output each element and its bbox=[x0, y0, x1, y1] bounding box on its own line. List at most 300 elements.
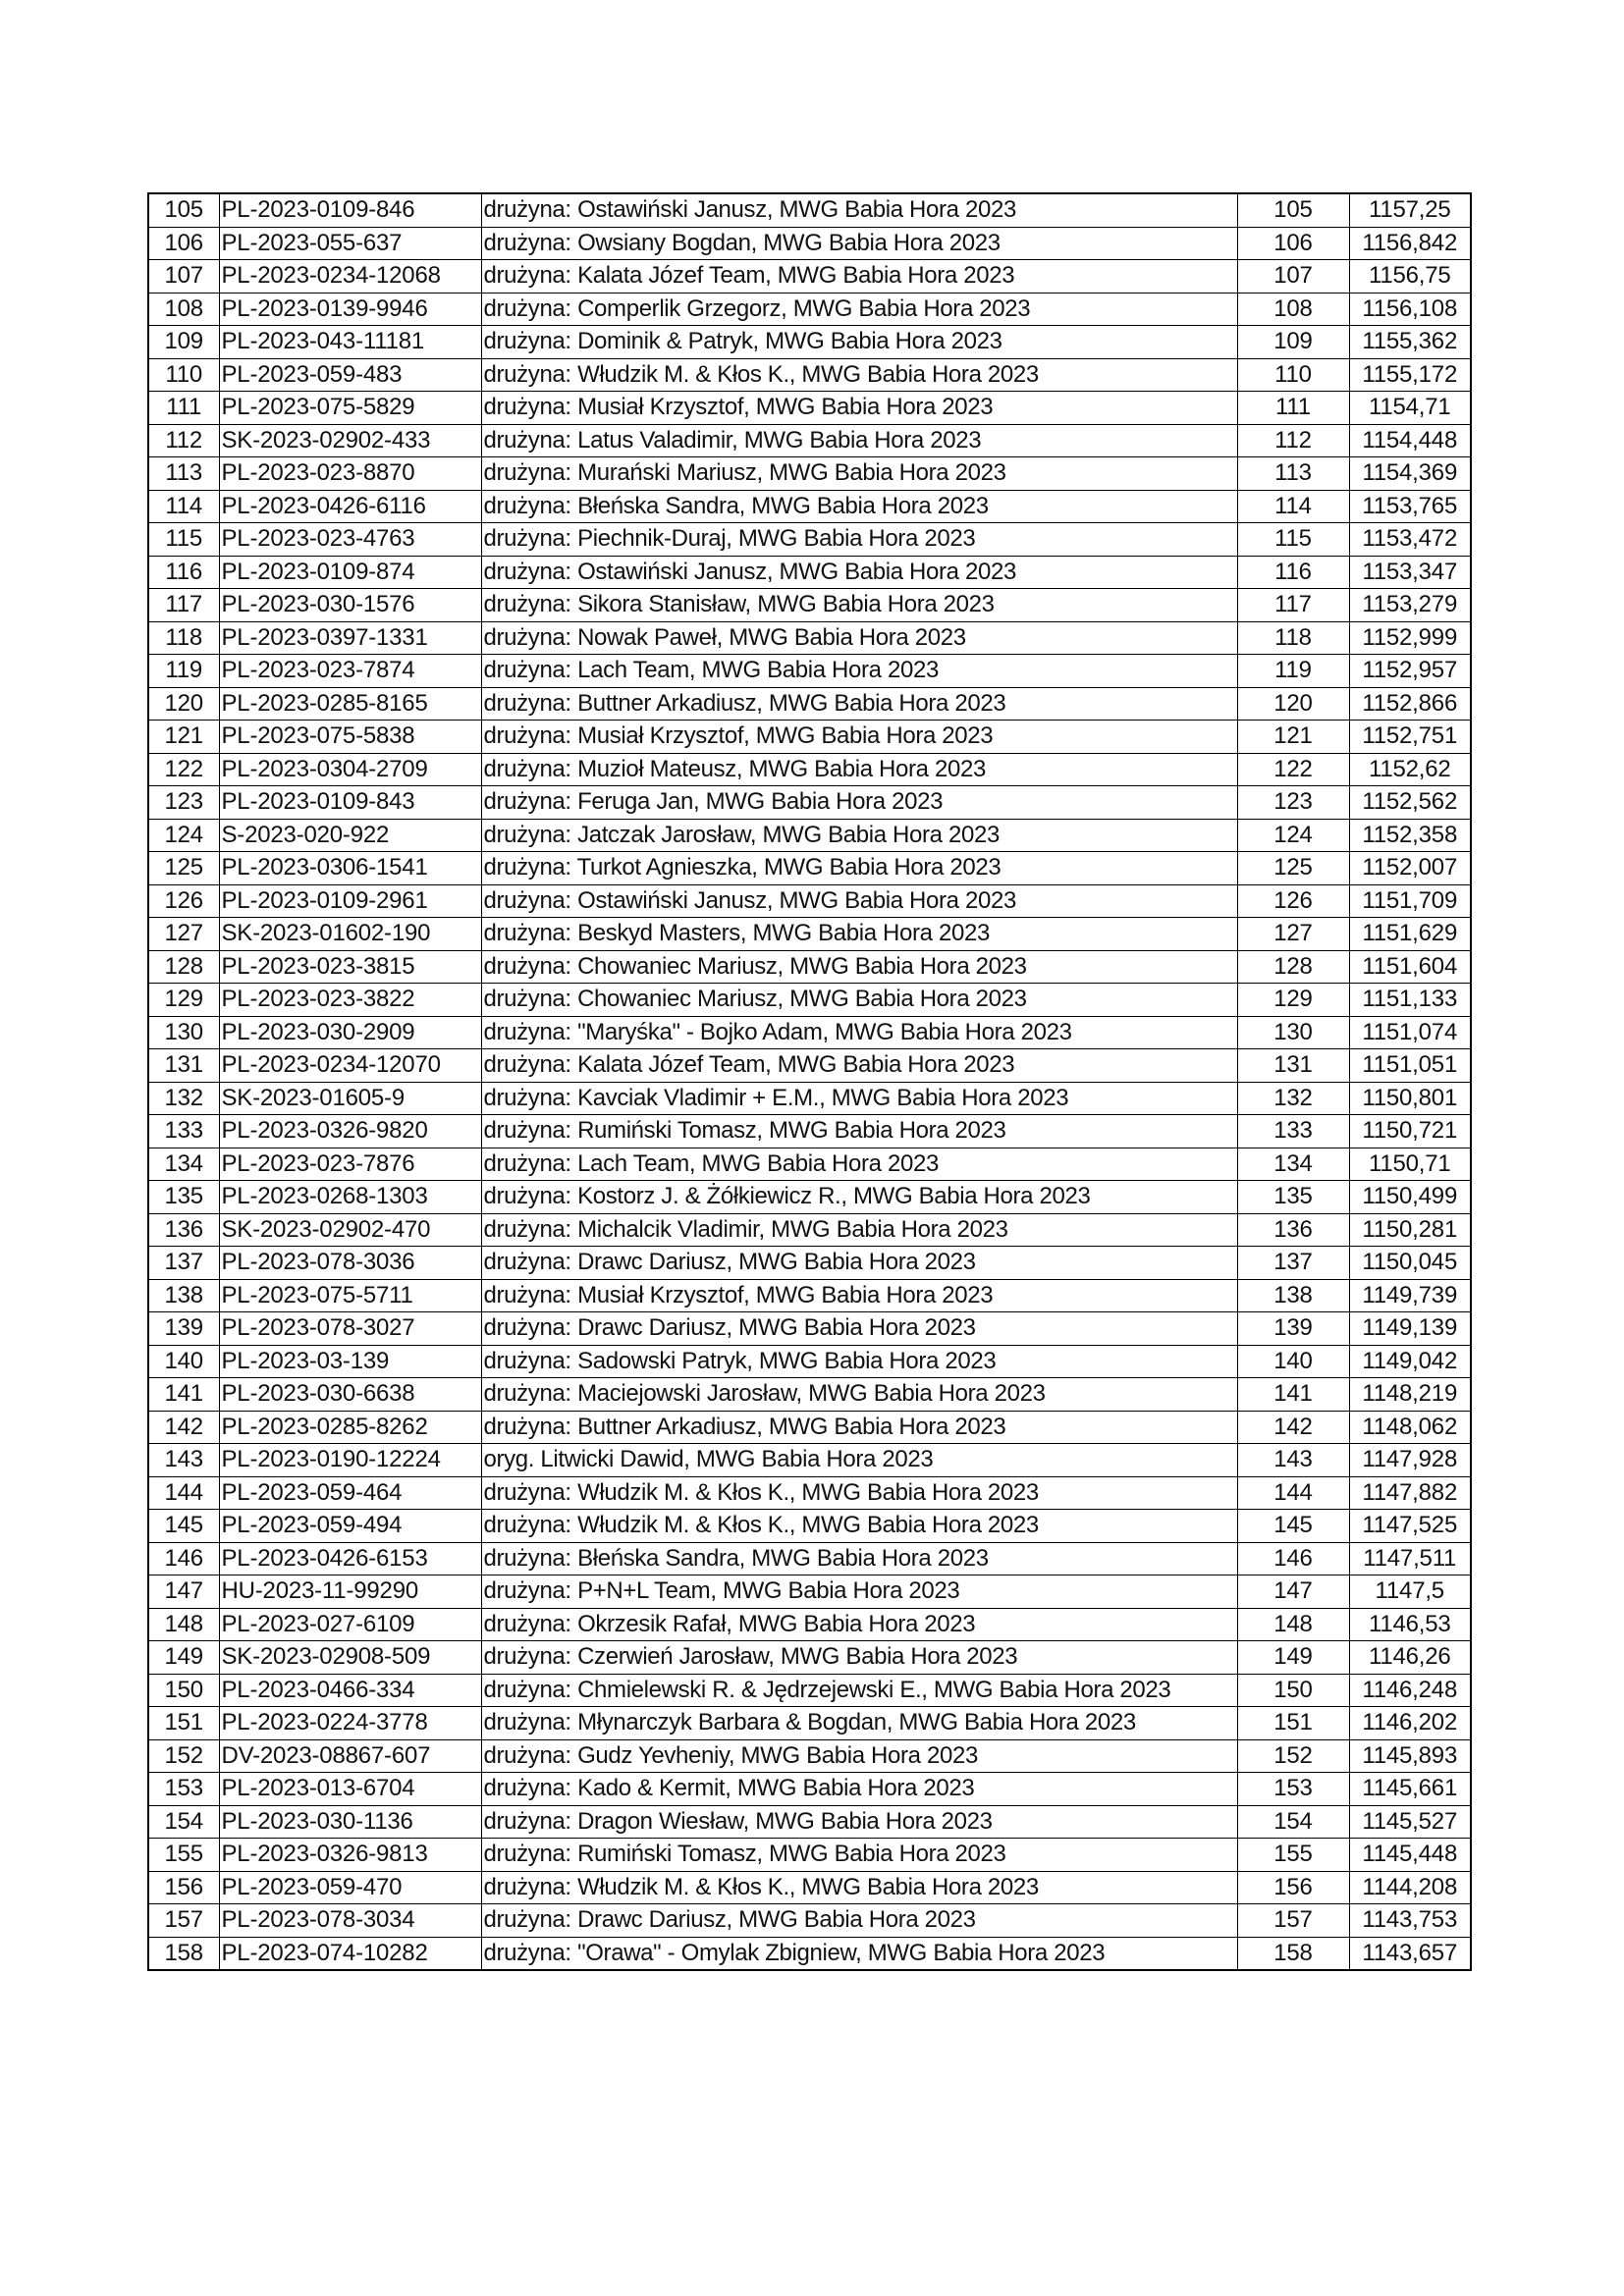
table-row bbox=[148, 884, 1471, 918]
place-repeat-cell: 136 bbox=[1237, 1213, 1349, 1247]
place-cell: 111 bbox=[148, 392, 219, 425]
place-repeat-cell: 113 bbox=[1237, 457, 1349, 491]
table-row bbox=[148, 655, 1471, 688]
score-cell: 1150,281 bbox=[1349, 1213, 1471, 1247]
place-cell: 153 bbox=[148, 1773, 219, 1806]
place-repeat-cell: 137 bbox=[1237, 1247, 1349, 1280]
team-name-cell: drużyna: Sikora Stanisław, MWG Babia Hora 2023 bbox=[481, 589, 1237, 622]
score-cell: 1150,801 bbox=[1349, 1082, 1471, 1115]
table-row bbox=[148, 1378, 1471, 1412]
place-repeat-cell: 107 bbox=[1237, 260, 1349, 294]
team-name-cell: drużyna: Lach Team, MWG Babia Hora 2023 bbox=[481, 1148, 1237, 1181]
place-cell: 106 bbox=[148, 227, 219, 260]
score-cell: 1145,527 bbox=[1349, 1805, 1471, 1839]
place-cell: 136 bbox=[148, 1213, 219, 1247]
team-name-cell: drużyna: Feruga Jan, MWG Babia Hora 2023 bbox=[481, 786, 1237, 820]
table-row bbox=[148, 1510, 1471, 1543]
place-cell: 152 bbox=[148, 1739, 219, 1773]
score-cell: 1145,893 bbox=[1349, 1739, 1471, 1773]
place-cell: 143 bbox=[148, 1444, 219, 1477]
place-repeat-cell: 127 bbox=[1237, 918, 1349, 951]
place-cell: 133 bbox=[148, 1115, 219, 1148]
ring-number-cell: PL-2023-0234-12068 bbox=[219, 260, 481, 294]
place-repeat-cell: 140 bbox=[1237, 1345, 1349, 1378]
place-cell: 139 bbox=[148, 1312, 219, 1346]
ring-number-cell: PL-2023-023-8870 bbox=[219, 457, 481, 491]
table-row bbox=[148, 1542, 1471, 1575]
place-repeat-cell: 155 bbox=[1237, 1839, 1349, 1872]
ring-number-cell: SK-2023-01605-9 bbox=[219, 1082, 481, 1115]
table-row bbox=[148, 227, 1471, 260]
place-repeat-cell: 154 bbox=[1237, 1805, 1349, 1839]
team-name-cell: drużyna: Owsiany Bogdan, MWG Babia Hora 2023 bbox=[481, 227, 1237, 260]
place-repeat-cell: 141 bbox=[1237, 1378, 1349, 1412]
score-cell: 1153,472 bbox=[1349, 523, 1471, 557]
team-name-cell: drużyna: Piechnik-Duraj, MWG Babia Hora 2023 bbox=[481, 523, 1237, 557]
table-row bbox=[148, 1739, 1471, 1773]
team-name-cell: drużyna: Chmielewski R. & Jędrzejewski E., MWG Babia Hora 2023 bbox=[481, 1674, 1237, 1707]
score-cell: 1148,062 bbox=[1349, 1411, 1471, 1444]
score-cell: 1151,629 bbox=[1349, 918, 1471, 951]
ring-number-cell: PL-2023-027-6109 bbox=[219, 1608, 481, 1641]
place-cell: 113 bbox=[148, 457, 219, 491]
place-cell: 119 bbox=[148, 655, 219, 688]
score-cell: 1152,957 bbox=[1349, 655, 1471, 688]
place-cell: 150 bbox=[148, 1674, 219, 1707]
table-row bbox=[148, 621, 1471, 655]
place-cell: 144 bbox=[148, 1476, 219, 1510]
score-cell: 1151,051 bbox=[1349, 1049, 1471, 1083]
table-row bbox=[148, 1773, 1471, 1806]
score-cell: 1150,499 bbox=[1349, 1181, 1471, 1214]
table-row bbox=[148, 523, 1471, 557]
table-row bbox=[148, 1279, 1471, 1312]
ring-number-cell: PL-2023-030-6638 bbox=[219, 1378, 481, 1412]
score-cell: 1153,279 bbox=[1349, 589, 1471, 622]
team-name-cell: drużyna: Włudzik M. & Kłos K., MWG Babia Hora 2023 bbox=[481, 1510, 1237, 1543]
ring-number-cell: PL-2023-013-6704 bbox=[219, 1773, 481, 1806]
ring-number-cell: PL-2023-023-3822 bbox=[219, 984, 481, 1017]
place-cell: 109 bbox=[148, 326, 219, 359]
ring-number-cell: PL-2023-074-10282 bbox=[219, 1937, 481, 1970]
score-cell: 1155,362 bbox=[1349, 326, 1471, 359]
ring-number-cell: PL-2023-023-4763 bbox=[219, 523, 481, 557]
place-cell: 121 bbox=[148, 721, 219, 754]
table-row bbox=[148, 1476, 1471, 1510]
place-cell: 149 bbox=[148, 1641, 219, 1675]
place-repeat-cell: 153 bbox=[1237, 1773, 1349, 1806]
table-row bbox=[148, 852, 1471, 885]
place-repeat-cell: 134 bbox=[1237, 1148, 1349, 1181]
place-repeat-cell: 146 bbox=[1237, 1542, 1349, 1575]
place-repeat-cell: 131 bbox=[1237, 1049, 1349, 1083]
place-repeat-cell: 110 bbox=[1237, 358, 1349, 392]
score-cell: 1154,448 bbox=[1349, 424, 1471, 457]
score-cell: 1145,661 bbox=[1349, 1773, 1471, 1806]
ring-number-cell: PL-2023-0139-9946 bbox=[219, 293, 481, 326]
score-cell: 1152,999 bbox=[1349, 621, 1471, 655]
score-cell: 1152,866 bbox=[1349, 687, 1471, 721]
team-name-cell: drużyna: Sadowski Patryk, MWG Babia Hora 2023 bbox=[481, 1345, 1237, 1378]
table-row bbox=[148, 1049, 1471, 1083]
table-row bbox=[148, 326, 1471, 359]
team-name-cell: drużyna: Turkot Agnieszka, MWG Babia Hora 2023 bbox=[481, 852, 1237, 885]
table-row bbox=[148, 687, 1471, 721]
score-cell: 1147,928 bbox=[1349, 1444, 1471, 1477]
team-name-cell: drużyna: Maciejowski Jarosław, MWG Babia Hora 2023 bbox=[481, 1378, 1237, 1412]
ring-number-cell: PL-2023-078-3027 bbox=[219, 1312, 481, 1346]
place-cell: 157 bbox=[148, 1904, 219, 1938]
table-row bbox=[148, 786, 1471, 820]
place-cell: 125 bbox=[148, 852, 219, 885]
team-name-cell: drużyna: P+N+L Team, MWG Babia Hora 2023 bbox=[481, 1575, 1237, 1609]
ring-number-cell: PL-2023-0109-2961 bbox=[219, 884, 481, 918]
score-cell: 1151,604 bbox=[1349, 950, 1471, 984]
place-cell: 117 bbox=[148, 589, 219, 622]
score-cell: 1147,525 bbox=[1349, 1510, 1471, 1543]
table-row bbox=[148, 1805, 1471, 1839]
score-cell: 1152,358 bbox=[1349, 819, 1471, 852]
place-cell: 147 bbox=[148, 1575, 219, 1609]
team-name-cell: drużyna: Musiał Krzysztof, MWG Babia Hora 2023 bbox=[481, 392, 1237, 425]
ring-number-cell: PL-2023-0224-3778 bbox=[219, 1707, 481, 1740]
ring-number-cell: SK-2023-02902-433 bbox=[219, 424, 481, 457]
team-name-cell: drużyna: Chowaniec Mariusz, MWG Babia Hora 2023 bbox=[481, 984, 1237, 1017]
place-repeat-cell: 126 bbox=[1237, 884, 1349, 918]
table-row bbox=[148, 1674, 1471, 1707]
team-name-cell: drużyna: Czerwień Jarosław, MWG Babia Hora 2023 bbox=[481, 1641, 1237, 1675]
place-repeat-cell: 108 bbox=[1237, 293, 1349, 326]
team-name-cell: drużyna: Ostawiński Janusz, MWG Babia Hora 2023 bbox=[481, 556, 1237, 589]
table-row bbox=[148, 1345, 1471, 1378]
place-repeat-cell: 117 bbox=[1237, 589, 1349, 622]
table-row bbox=[148, 984, 1471, 1017]
table-row bbox=[148, 1181, 1471, 1214]
place-cell: 140 bbox=[148, 1345, 219, 1378]
place-repeat-cell: 111 bbox=[1237, 392, 1349, 425]
place-repeat-cell: 142 bbox=[1237, 1411, 1349, 1444]
ring-number-cell: PL-2023-0190-12224 bbox=[219, 1444, 481, 1477]
place-repeat-cell: 120 bbox=[1237, 687, 1349, 721]
results-table-body bbox=[148, 193, 1471, 1970]
place-repeat-cell: 143 bbox=[1237, 1444, 1349, 1477]
table-row bbox=[148, 457, 1471, 491]
score-cell: 1146,26 bbox=[1349, 1641, 1471, 1675]
table-row bbox=[148, 819, 1471, 852]
table-row bbox=[148, 358, 1471, 392]
team-name-cell: drużyna: Musiał Krzysztof, MWG Babia Hora 2023 bbox=[481, 1279, 1237, 1312]
place-repeat-cell: 122 bbox=[1237, 753, 1349, 786]
ring-number-cell: PL-2023-03-139 bbox=[219, 1345, 481, 1378]
table-row bbox=[148, 1411, 1471, 1444]
ring-number-cell: SK-2023-01602-190 bbox=[219, 918, 481, 951]
score-cell: 1156,75 bbox=[1349, 260, 1471, 294]
place-cell: 108 bbox=[148, 293, 219, 326]
place-repeat-cell: 148 bbox=[1237, 1608, 1349, 1641]
place-repeat-cell: 112 bbox=[1237, 424, 1349, 457]
place-repeat-cell: 135 bbox=[1237, 1181, 1349, 1214]
place-cell: 131 bbox=[148, 1049, 219, 1083]
ring-number-cell: PL-2023-043-11181 bbox=[219, 326, 481, 359]
team-name-cell: drużyna: Młynarczyk Barbara & Bogdan, MWG Babia Hora 2023 bbox=[481, 1707, 1237, 1740]
place-cell: 148 bbox=[148, 1608, 219, 1641]
score-cell: 1146,202 bbox=[1349, 1707, 1471, 1740]
team-name-cell: drużyna: Gudz Yevheniy, MWG Babia Hora 2023 bbox=[481, 1739, 1237, 1773]
place-repeat-cell: 156 bbox=[1237, 1871, 1349, 1904]
score-cell: 1146,248 bbox=[1349, 1674, 1471, 1707]
ring-number-cell: HU-2023-11-99290 bbox=[219, 1575, 481, 1609]
score-cell: 1146,53 bbox=[1349, 1608, 1471, 1641]
score-cell: 1147,511 bbox=[1349, 1542, 1471, 1575]
place-repeat-cell: 115 bbox=[1237, 523, 1349, 557]
team-name-cell: drużyna: Drawc Dariusz, MWG Babia Hora 2023 bbox=[481, 1247, 1237, 1280]
place-repeat-cell: 121 bbox=[1237, 721, 1349, 754]
score-cell: 1143,657 bbox=[1349, 1937, 1471, 1970]
ring-number-cell: PL-2023-075-5711 bbox=[219, 1279, 481, 1312]
table-row bbox=[148, 490, 1471, 523]
place-repeat-cell: 128 bbox=[1237, 950, 1349, 984]
ring-number-cell: PL-2023-0109-846 bbox=[219, 193, 481, 227]
team-name-cell: drużyna: Dragon Wiesław, MWG Babia Hora 2023 bbox=[481, 1805, 1237, 1839]
score-cell: 1150,045 bbox=[1349, 1247, 1471, 1280]
ring-number-cell: PL-2023-078-3034 bbox=[219, 1904, 481, 1938]
team-name-cell: drużyna: Ostawiński Janusz, MWG Babia Hora 2023 bbox=[481, 884, 1237, 918]
place-cell: 146 bbox=[148, 1542, 219, 1575]
team-name-cell: drużyna: Drawc Dariusz, MWG Babia Hora 2023 bbox=[481, 1312, 1237, 1346]
ring-number-cell: PL-2023-0234-12070 bbox=[219, 1049, 481, 1083]
ring-number-cell: SK-2023-02908-509 bbox=[219, 1641, 481, 1675]
score-cell: 1151,709 bbox=[1349, 884, 1471, 918]
team-name-cell: drużyna: Dominik & Patryk, MWG Babia Hora 2023 bbox=[481, 326, 1237, 359]
table-row bbox=[148, 193, 1471, 227]
score-cell: 1154,71 bbox=[1349, 392, 1471, 425]
ring-number-cell: PL-2023-0285-8262 bbox=[219, 1411, 481, 1444]
team-name-cell: drużyna: Nowak Paweł, MWG Babia Hora 2023 bbox=[481, 621, 1237, 655]
ring-number-cell: PL-2023-0397-1331 bbox=[219, 621, 481, 655]
place-repeat-cell: 125 bbox=[1237, 852, 1349, 885]
ring-number-cell: PL-2023-030-2909 bbox=[219, 1016, 481, 1049]
table-row bbox=[148, 1016, 1471, 1049]
table-row bbox=[148, 424, 1471, 457]
place-repeat-cell: 147 bbox=[1237, 1575, 1349, 1609]
team-name-cell: oryg. Litwicki Dawid, MWG Babia Hora 2023 bbox=[481, 1444, 1237, 1477]
table-row bbox=[148, 1115, 1471, 1148]
place-cell: 127 bbox=[148, 918, 219, 951]
place-cell: 151 bbox=[148, 1707, 219, 1740]
table-row bbox=[148, 556, 1471, 589]
team-name-cell: drużyna: Buttner Arkadiusz, MWG Babia Hora 2023 bbox=[481, 687, 1237, 721]
ring-number-cell: PL-2023-0326-9820 bbox=[219, 1115, 481, 1148]
score-cell: 1151,074 bbox=[1349, 1016, 1471, 1049]
place-repeat-cell: 145 bbox=[1237, 1510, 1349, 1543]
place-repeat-cell: 144 bbox=[1237, 1476, 1349, 1510]
place-cell: 129 bbox=[148, 984, 219, 1017]
score-cell: 1154,369 bbox=[1349, 457, 1471, 491]
table-row bbox=[148, 1575, 1471, 1609]
place-cell: 122 bbox=[148, 753, 219, 786]
table-row bbox=[148, 293, 1471, 326]
ring-number-cell: PL-2023-0109-874 bbox=[219, 556, 481, 589]
score-cell: 1149,139 bbox=[1349, 1312, 1471, 1346]
score-cell: 1153,765 bbox=[1349, 490, 1471, 523]
table-row bbox=[148, 721, 1471, 754]
score-cell: 1152,007 bbox=[1349, 852, 1471, 885]
place-cell: 142 bbox=[148, 1411, 219, 1444]
table-row bbox=[148, 1312, 1471, 1346]
team-name-cell: drużyna: Drawc Dariusz, MWG Babia Hora 2023 bbox=[481, 1904, 1237, 1938]
team-name-cell: drużyna: "Maryśka" - Bojko Adam, MWG Babia Hora 2023 bbox=[481, 1016, 1237, 1049]
table-row bbox=[148, 589, 1471, 622]
ring-number-cell: PL-2023-059-483 bbox=[219, 358, 481, 392]
team-name-cell: drużyna: Błeńska Sandra, MWG Babia Hora 2023 bbox=[481, 1542, 1237, 1575]
ring-number-cell: PL-2023-0304-2709 bbox=[219, 753, 481, 786]
table-row bbox=[148, 1904, 1471, 1938]
ring-number-cell: PL-2023-0466-334 bbox=[219, 1674, 481, 1707]
ring-number-cell: PL-2023-059-470 bbox=[219, 1871, 481, 1904]
place-repeat-cell: 114 bbox=[1237, 490, 1349, 523]
ring-number-cell: PL-2023-059-494 bbox=[219, 1510, 481, 1543]
team-name-cell: drużyna: Muzioł Mateusz, MWG Babia Hora 2023 bbox=[481, 753, 1237, 786]
ring-number-cell: PL-2023-0268-1303 bbox=[219, 1181, 481, 1214]
place-cell: 107 bbox=[148, 260, 219, 294]
place-repeat-cell: 158 bbox=[1237, 1937, 1349, 1970]
place-cell: 155 bbox=[148, 1839, 219, 1872]
ring-number-cell: PL-2023-030-1576 bbox=[219, 589, 481, 622]
ring-number-cell: PL-2023-055-637 bbox=[219, 227, 481, 260]
place-cell: 115 bbox=[148, 523, 219, 557]
place-repeat-cell: 105 bbox=[1237, 193, 1349, 227]
place-cell: 118 bbox=[148, 621, 219, 655]
team-name-cell: drużyna: Comperlik Grzegorz, MWG Babia Hora 2023 bbox=[481, 293, 1237, 326]
place-cell: 158 bbox=[148, 1937, 219, 1970]
score-cell: 1151,133 bbox=[1349, 984, 1471, 1017]
score-cell: 1156,842 bbox=[1349, 227, 1471, 260]
team-name-cell: drużyna: Kado & Kermit, MWG Babia Hora 2023 bbox=[481, 1773, 1237, 1806]
team-name-cell: drużyna: Jatczak Jarosław, MWG Babia Hora 2023 bbox=[481, 819, 1237, 852]
table-row bbox=[148, 1213, 1471, 1247]
place-repeat-cell: 129 bbox=[1237, 984, 1349, 1017]
place-cell: 130 bbox=[148, 1016, 219, 1049]
score-cell: 1157,25 bbox=[1349, 193, 1471, 227]
table-row bbox=[148, 1641, 1471, 1675]
team-name-cell: drużyna: Włudzik M. & Kłos K., MWG Babia Hora 2023 bbox=[481, 358, 1237, 392]
ring-number-cell: DV-2023-08867-607 bbox=[219, 1739, 481, 1773]
place-cell: 132 bbox=[148, 1082, 219, 1115]
score-cell: 1152,62 bbox=[1349, 753, 1471, 786]
ring-number-cell: PL-2023-075-5829 bbox=[219, 392, 481, 425]
team-name-cell: drużyna: Chowaniec Mariusz, MWG Babia Hora 2023 bbox=[481, 950, 1237, 984]
place-repeat-cell: 118 bbox=[1237, 621, 1349, 655]
team-name-cell: drużyna: Lach Team, MWG Babia Hora 2023 bbox=[481, 655, 1237, 688]
place-repeat-cell: 152 bbox=[1237, 1739, 1349, 1773]
table-row bbox=[148, 1707, 1471, 1740]
team-name-cell: drużyna: Beskyd Masters, MWG Babia Hora 2023 bbox=[481, 918, 1237, 951]
table-row bbox=[148, 1839, 1471, 1872]
place-cell: 112 bbox=[148, 424, 219, 457]
ring-number-cell: PL-2023-0426-6153 bbox=[219, 1542, 481, 1575]
table-row bbox=[148, 1937, 1471, 1970]
place-repeat-cell: 157 bbox=[1237, 1904, 1349, 1938]
ring-number-cell: PL-2023-078-3036 bbox=[219, 1247, 481, 1280]
team-name-cell: drużyna: Michalcik Vladimir, MWG Babia Hora 2023 bbox=[481, 1213, 1237, 1247]
team-name-cell: drużyna: Murański Mariusz, MWG Babia Hora 2023 bbox=[481, 457, 1237, 491]
place-repeat-cell: 119 bbox=[1237, 655, 1349, 688]
place-cell: 156 bbox=[148, 1871, 219, 1904]
place-repeat-cell: 124 bbox=[1237, 819, 1349, 852]
team-name-cell: drużyna: Kalata Józef Team, MWG Babia Hora 2023 bbox=[481, 1049, 1237, 1083]
score-cell: 1150,71 bbox=[1349, 1148, 1471, 1181]
place-repeat-cell: 106 bbox=[1237, 227, 1349, 260]
team-name-cell: drużyna: "Orawa" - Omylak Zbigniew, MWG Babia Hora 2023 bbox=[481, 1937, 1237, 1970]
place-repeat-cell: 132 bbox=[1237, 1082, 1349, 1115]
place-repeat-cell: 149 bbox=[1237, 1641, 1349, 1675]
score-cell: 1144,208 bbox=[1349, 1871, 1471, 1904]
ring-number-cell: PL-2023-023-3815 bbox=[219, 950, 481, 984]
table-row bbox=[148, 950, 1471, 984]
table-row bbox=[148, 1608, 1471, 1641]
ring-number-cell: PL-2023-0285-8165 bbox=[219, 687, 481, 721]
table-row bbox=[148, 1444, 1471, 1477]
place-cell: 124 bbox=[148, 819, 219, 852]
place-repeat-cell: 123 bbox=[1237, 786, 1349, 820]
team-name-cell: drużyna: Ostawiński Janusz, MWG Babia Hora 2023 bbox=[481, 193, 1237, 227]
table-row bbox=[148, 1247, 1471, 1280]
ring-number-cell: PL-2023-023-7874 bbox=[219, 655, 481, 688]
score-cell: 1152,751 bbox=[1349, 721, 1471, 754]
score-cell: 1155,172 bbox=[1349, 358, 1471, 392]
place-cell: 138 bbox=[148, 1279, 219, 1312]
place-repeat-cell: 139 bbox=[1237, 1312, 1349, 1346]
team-name-cell: drużyna: Kavciak Vladimir + E.M., MWG Babia Hora 2023 bbox=[481, 1082, 1237, 1115]
team-name-cell: drużyna: Kalata Józef Team, MWG Babia Hora 2023 bbox=[481, 260, 1237, 294]
score-cell: 1147,882 bbox=[1349, 1476, 1471, 1510]
place-cell: 137 bbox=[148, 1247, 219, 1280]
score-cell: 1150,721 bbox=[1349, 1115, 1471, 1148]
score-cell: 1143,753 bbox=[1349, 1904, 1471, 1938]
team-name-cell: drużyna: Włudzik M. & Kłos K., MWG Babia Hora 2023 bbox=[481, 1871, 1237, 1904]
place-cell: 123 bbox=[148, 786, 219, 820]
table-row bbox=[148, 260, 1471, 294]
table-row bbox=[148, 918, 1471, 951]
score-cell: 1153,347 bbox=[1349, 556, 1471, 589]
score-cell: 1156,108 bbox=[1349, 293, 1471, 326]
team-name-cell: drużyna: Okrzesik Rafał, MWG Babia Hora 2023 bbox=[481, 1608, 1237, 1641]
ring-number-cell: PL-2023-0426-6116 bbox=[219, 490, 481, 523]
team-name-cell: drużyna: Rumiński Tomasz, MWG Babia Hora 2023 bbox=[481, 1115, 1237, 1148]
place-cell: 114 bbox=[148, 490, 219, 523]
team-name-cell: drużyna: Rumiński Tomasz, MWG Babia Hora 2023 bbox=[481, 1839, 1237, 1872]
place-repeat-cell: 151 bbox=[1237, 1707, 1349, 1740]
ring-number-cell: PL-2023-030-1136 bbox=[219, 1805, 481, 1839]
place-repeat-cell: 130 bbox=[1237, 1016, 1349, 1049]
ring-number-cell: PL-2023-023-7876 bbox=[219, 1148, 481, 1181]
ring-number-cell: PL-2023-0109-843 bbox=[219, 786, 481, 820]
ring-number-cell: PL-2023-075-5838 bbox=[219, 721, 481, 754]
team-name-cell: drużyna: Kostorz J. & Żółkiewicz R., MWG Babia Hora 2023 bbox=[481, 1181, 1237, 1214]
place-repeat-cell: 109 bbox=[1237, 326, 1349, 359]
ring-number-cell: SK-2023-02902-470 bbox=[219, 1213, 481, 1247]
score-cell: 1149,042 bbox=[1349, 1345, 1471, 1378]
place-cell: 120 bbox=[148, 687, 219, 721]
team-name-cell: drużyna: Błeńska Sandra, MWG Babia Hora 2023 bbox=[481, 490, 1237, 523]
team-name-cell: drużyna: Musiał Krzysztof, MWG Babia Hora 2023 bbox=[481, 721, 1237, 754]
place-repeat-cell: 133 bbox=[1237, 1115, 1349, 1148]
ring-number-cell: PL-2023-0326-9813 bbox=[219, 1839, 481, 1872]
table-row bbox=[148, 753, 1471, 786]
ring-number-cell: S-2023-020-922 bbox=[219, 819, 481, 852]
score-cell: 1148,219 bbox=[1349, 1378, 1471, 1412]
place-cell: 135 bbox=[148, 1181, 219, 1214]
